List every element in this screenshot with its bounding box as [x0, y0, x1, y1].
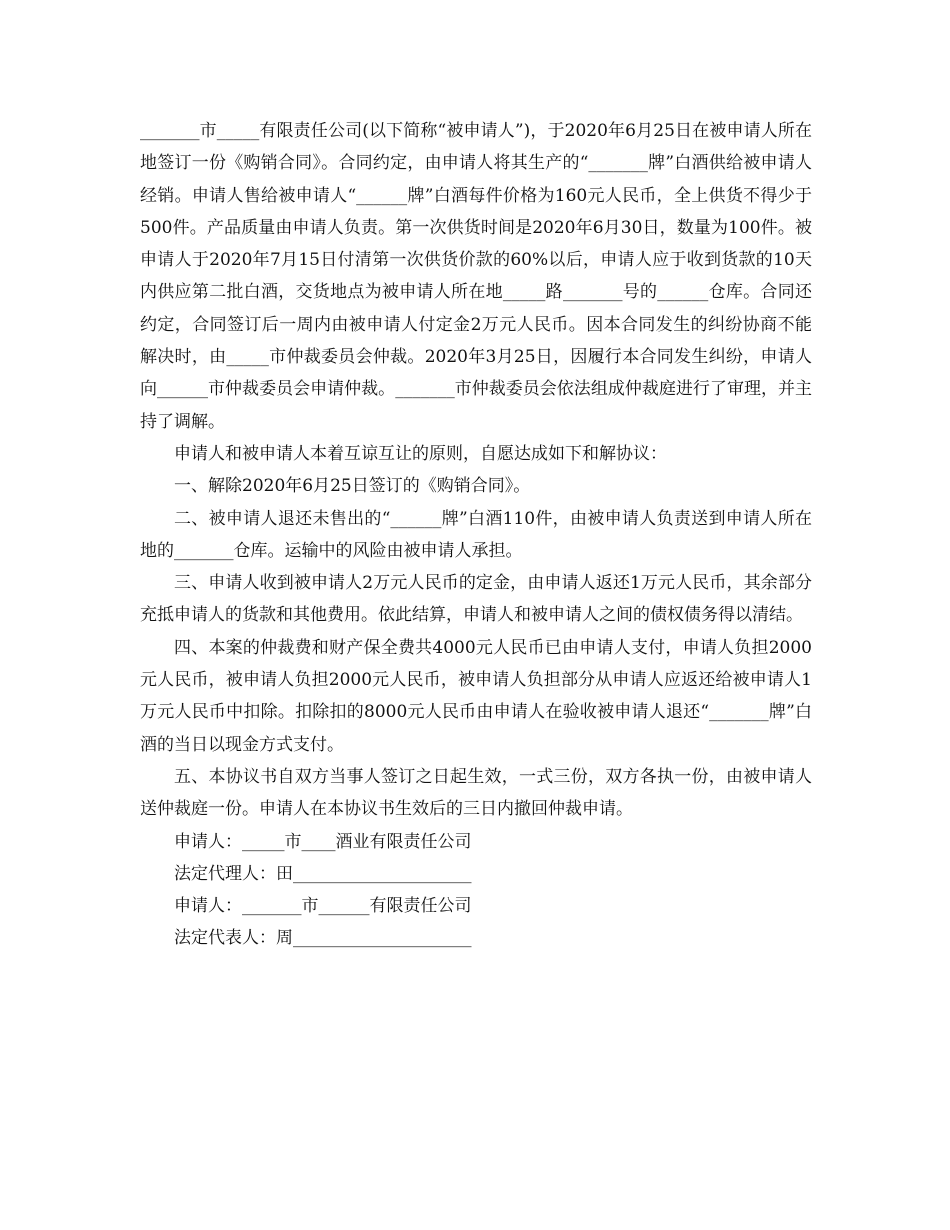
paragraph-case-background: _______市_____有限责任公司(以下简称“被申请人”)，于2020年6月25日在被申请人所在地签订一份《购销合同》。合同约定，由申请人将其生产的“_______牌”白酒供给被申请人经销。申请人售给被申请人“______牌”白酒每件价格为160元人民币，全上供货不得少于500件。产品质量由申请人负责。第一次供货时间是2020年6月30日，数量为100件。被申请人于2020年7月15日付清第一次供货价款的60%以后，申请人应于收到货款的10天内供应第二批白酒，交货地点为被申请人所在地_____路_______号的______仓库。合同还约定，合同签订后一周内由被申请人付定金2万元人民币。因本合同发生的纠纷协商不能解决时，由_____市仲裁委员会仲裁。2020年3月25日，因履行本合同发生纠纷，申请人向______市仲裁委员会申请仲裁。_______市仲裁委员会依法组成仲裁庭进行了审理，并主持了调解。: [140, 121, 812, 432]
paragraph-clause-2: 二、被申请人退还未售出的“______牌”白酒110件，由被申请人负责送到申请人所在地的_______仓库。运输中的风险由被申请人承担。: [140, 508, 812, 561]
signature-applicant-legal-agent: 法定代理人：田_____________________: [174, 863, 472, 884]
paragraph-clause-1: 一、解除2020年6月25日签订的《购销合同》。: [174, 476, 531, 497]
paragraph-agreement-intro: 申请人和被申请人本着互谅互让的原则，自愿达成如下和解协议：: [174, 443, 667, 464]
paragraph-clause-5: 五、本协议书自双方当事人签订之日起生效，一式三份，双方各执一份，由被申请人送仲裁庭一份。申请人在本协议书生效后的三日内撤回仲裁申请。: [140, 766, 812, 820]
signature-applicant: 申请人：_____市____酒业有限责任公司: [174, 831, 472, 852]
paragraph-clause-3: 三、申请人收到被申请人2万元人民币的定金，由申请人返还1万元人民币，其余部分充抵申请人的货款和其他费用。依此结算，申请人和被申请人之间的债权债务得以清结。: [140, 573, 812, 626]
signature-respondent: 申请人：_______市______有限责任公司: [174, 896, 472, 917]
document-body: [140, 115, 812, 955]
paragraph-clause-4: 四、本案的仲裁费和财产保全费共4000元人民币已由申请人支付，申请人负担2000元人民币，被申请人负担2000元人民币，被申请人负担部分从申请人应返还给被申请人1万元人民币中扣除。扣除扣的8000元人民币由申请人在验收被申请人退还“_______牌”白酒的当日以现金方式支付。: [140, 637, 812, 755]
signature-respondent-legal-representative: 法定代表人：周_____________________: [174, 928, 472, 949]
